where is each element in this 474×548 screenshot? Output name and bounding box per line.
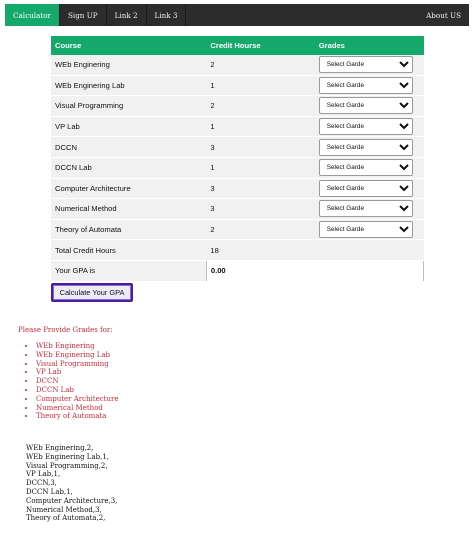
summary-item: Theory of Automata,2, bbox=[26, 514, 106, 523]
course-name: VP Lab bbox=[51, 116, 206, 137]
missing-grade-item: • Numerical Method bbox=[36, 404, 118, 413]
table-row bbox=[51, 157, 424, 178]
course-name: Computer Architecture bbox=[51, 178, 206, 199]
nav-link-3[interactable]: Link 3 bbox=[147, 4, 187, 26]
missing-grade-item: • DCCN bbox=[36, 377, 118, 386]
grade-select[interactable] bbox=[319, 56, 413, 73]
grade-select[interactable] bbox=[319, 159, 413, 176]
grade-select[interactable] bbox=[319, 77, 413, 94]
total-value: 18 bbox=[206, 240, 314, 261]
course-name: Visual Programming bbox=[51, 96, 206, 117]
credit-hours: 1 bbox=[206, 157, 314, 178]
credit-hours: 1 bbox=[206, 75, 314, 96]
total-row bbox=[51, 240, 424, 261]
summary-item: WEb Enginering,2, bbox=[26, 444, 94, 452]
missing-grade-item: • Visual Programming bbox=[36, 360, 118, 369]
summary-item: DCCN,3, bbox=[26, 479, 57, 488]
credit-hours: 2 bbox=[206, 96, 314, 117]
course-summary-list bbox=[26, 444, 117, 523]
credit-hours: 2 bbox=[206, 219, 314, 240]
credit-hours: 2 bbox=[206, 55, 314, 75]
grade-select[interactable] bbox=[319, 139, 413, 156]
course-name: Numerical Method bbox=[51, 199, 206, 220]
total-label: Total Credit Hours bbox=[51, 240, 206, 261]
course-name: WEb Enginering bbox=[51, 55, 206, 75]
course-rows bbox=[51, 55, 424, 240]
nav-about-us[interactable]: About US bbox=[426, 10, 461, 20]
grade-cell bbox=[315, 75, 424, 96]
nav-calculator[interactable]: Calculator bbox=[5, 4, 60, 26]
credit-hours: 3 bbox=[206, 199, 314, 220]
course-name: DCCN bbox=[51, 137, 206, 158]
nav-spacer bbox=[186, 4, 418, 26]
missing-grade-item: • VP Lab bbox=[36, 368, 118, 377]
table-header-row bbox=[51, 36, 424, 55]
credit-hours: 3 bbox=[206, 178, 314, 199]
summary-item: WEb Enginering Lab,1, bbox=[26, 452, 110, 461]
table-row bbox=[51, 199, 424, 220]
missing-grade-item: • DCCN Lab bbox=[36, 386, 118, 395]
header-grades: Grades bbox=[315, 36, 424, 55]
header-course: Course bbox=[51, 36, 206, 55]
missing-grades-title: Please Provide Grades for: bbox=[18, 326, 113, 334]
course-name: Theory of Automata bbox=[51, 219, 206, 240]
grade-cell bbox=[315, 157, 424, 178]
grade-cell bbox=[315, 116, 424, 137]
grade-cell bbox=[315, 219, 424, 240]
summary-item: Numerical Method,3, bbox=[26, 505, 102, 514]
missing-grade-item: • WEb Enginering Lab bbox=[36, 351, 118, 360]
course-name: WEb Enginering Lab bbox=[51, 75, 206, 96]
table-row bbox=[51, 116, 424, 137]
credit-hours: 1 bbox=[206, 116, 314, 137]
grade-cell bbox=[315, 96, 424, 117]
grade-cell bbox=[315, 137, 424, 158]
table-row bbox=[51, 75, 424, 96]
table-row bbox=[51, 219, 424, 240]
grade-select[interactable] bbox=[319, 180, 413, 197]
table-row bbox=[51, 178, 424, 199]
course-name: DCCN Lab bbox=[51, 157, 206, 178]
gpa-label: Your GPA is bbox=[51, 260, 206, 281]
grade-select[interactable] bbox=[319, 97, 413, 114]
grade-select[interactable] bbox=[319, 200, 413, 217]
gpa-row bbox=[51, 260, 424, 281]
summary-item: Computer Architecture,3, bbox=[26, 496, 118, 505]
missing-grades-list bbox=[26, 342, 118, 421]
missing-grade-item: • WEb Enginering bbox=[36, 342, 118, 351]
grade-cell bbox=[315, 199, 424, 220]
summary-item: VP Lab,1, bbox=[26, 470, 61, 479]
grade-cell bbox=[315, 178, 424, 199]
table-row bbox=[51, 55, 424, 75]
missing-grade-item: • Theory of Automata bbox=[36, 412, 118, 421]
header-credit-hours: Credit Hourse bbox=[206, 36, 314, 55]
grade-select[interactable] bbox=[319, 221, 413, 238]
summary-item: Visual Programming,2, bbox=[26, 461, 108, 470]
table-row bbox=[51, 96, 424, 117]
gpa-output: 0.00 bbox=[206, 260, 423, 281]
top-navbar bbox=[5, 4, 469, 26]
nav-sign-up[interactable]: Sign UP bbox=[60, 4, 107, 26]
nav-link-2[interactable]: Link 2 bbox=[107, 4, 147, 26]
grade-cell bbox=[315, 55, 424, 75]
calculate-gpa-button[interactable]: Calculate Your GPA bbox=[51, 283, 133, 302]
missing-grade-item: • Computer Architecture bbox=[36, 395, 118, 404]
gpa-table bbox=[51, 36, 424, 282]
credit-hours: 3 bbox=[206, 137, 314, 158]
summary-item: DCCN Lab,1, bbox=[26, 487, 73, 496]
grade-select[interactable] bbox=[319, 118, 413, 135]
total-empty bbox=[315, 240, 424, 261]
table-row bbox=[51, 137, 424, 158]
